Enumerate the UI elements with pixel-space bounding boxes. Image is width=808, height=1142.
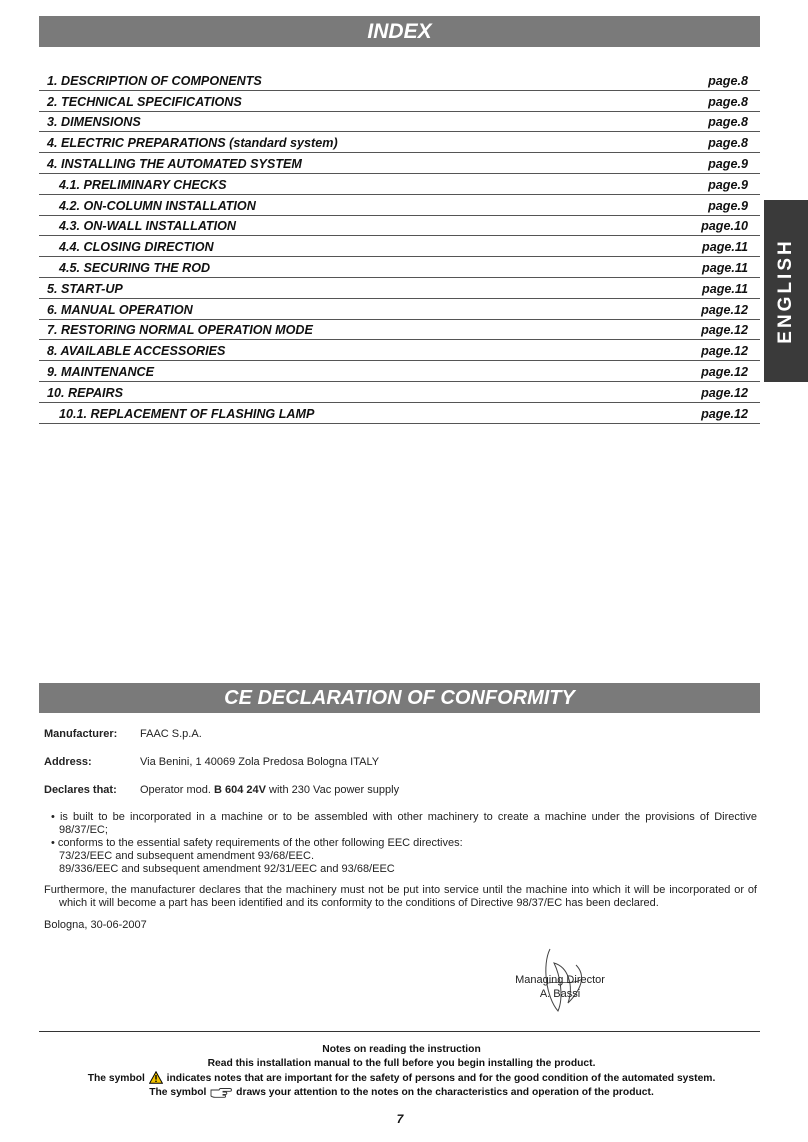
toc-entry-label: 9. MAINTENANCE	[47, 364, 155, 379]
toc-entry-label: 4.2. ON-COLUMN INSTALLATION	[59, 198, 256, 213]
manufacturer-field	[44, 727, 757, 741]
notes-divider	[39, 1031, 760, 1032]
toc-entry[interactable]	[39, 320, 760, 341]
toc-entry[interactable]	[39, 112, 760, 133]
toc-entry[interactable]	[39, 236, 760, 257]
toc-entry[interactable]	[39, 91, 760, 112]
directive-1: 73/23/EEC and subsequent amendment 93/68/EEC.	[59, 850, 315, 862]
toc-entry-page: page.12	[701, 323, 748, 338]
declares-label: Declares that:	[44, 784, 117, 796]
toc-entry-label: 4.3. ON-WALL INSTALLATION	[59, 219, 237, 234]
declares-model: B 604 24V	[213, 784, 266, 796]
language-tab	[764, 200, 808, 382]
toc-entry-page: page.8	[708, 115, 748, 130]
signer-block	[500, 973, 620, 1001]
declares-prefix: Operator mod.	[140, 784, 211, 796]
notes-heading: Notes on reading the instruction	[322, 1044, 481, 1055]
toc-entry[interactable]	[39, 361, 760, 382]
notes-line-3-pre: The symbol	[149, 1087, 207, 1098]
toc-entry-page: page.9	[708, 198, 748, 213]
signer-role: Managing Director	[515, 974, 605, 986]
toc-entry-page: page.9	[708, 156, 748, 171]
toc-entry[interactable]	[39, 340, 760, 361]
toc-entry-label: 4.1. PRELIMINARY CHECKS	[59, 177, 227, 192]
toc-entry[interactable]	[39, 70, 760, 91]
reading-notes	[39, 1043, 764, 1100]
pointing-hand-icon	[210, 1087, 232, 1098]
toc-entry[interactable]	[39, 382, 760, 403]
notes-line-3	[39, 1086, 764, 1100]
warning-triangle-icon	[149, 1071, 163, 1084]
place-date: Bologna, 30-06-2007	[44, 919, 147, 931]
toc-entry-page: page.12	[701, 344, 748, 359]
page-number: 7	[396, 1112, 404, 1126]
ce-declaration-title: CE DECLARATION OF CONFORMITY	[39, 683, 760, 713]
toc-entry-page: page.11	[702, 281, 748, 296]
notes-line-2-pre: The symbol	[87, 1073, 145, 1084]
toc-entry-label: 4.4. CLOSING DIRECTION	[59, 240, 214, 255]
table-of-contents	[39, 70, 760, 424]
conformity-bullets	[44, 811, 757, 876]
toc-entry-page: page.8	[708, 94, 748, 109]
notes-line-2	[39, 1071, 764, 1086]
toc-entry-page: page.12	[701, 364, 748, 379]
toc-entry-page: page.11	[702, 240, 748, 255]
toc-entry-label: 6. MANUAL OPERATION	[47, 302, 193, 317]
toc-entry-page: page.8	[708, 136, 748, 151]
notes-line-1: Read this installation manual to the full before you begin installing the product.	[207, 1058, 596, 1069]
bullet-conformity	[44, 837, 757, 876]
toc-entry[interactable]	[39, 132, 760, 153]
toc-entry-label: 4. ELECTRIC PREPARATIONS (standard system)	[47, 136, 338, 151]
toc-entry-label: 1. DESCRIPTION OF COMPONENTS	[47, 73, 262, 88]
declares-suffix: with 230 Vac power supply	[269, 784, 400, 796]
toc-entry-label: 7. RESTORING NORMAL OPERATION MODE	[47, 323, 313, 338]
toc-entry[interactable]	[39, 195, 760, 216]
manufacturer-label: Manufacturer:	[44, 728, 118, 740]
declares-field	[44, 783, 757, 797]
bullet-incorporation	[44, 811, 757, 837]
toc-entry[interactable]	[39, 278, 760, 299]
toc-entry-label: 2. TECHNICAL SPECIFICATIONS	[47, 94, 242, 109]
toc-entry-label: 10. REPAIRS	[47, 385, 124, 400]
toc-entry-page: page.9	[708, 177, 748, 192]
bullet-incorporation-text: is built to be incorporated in a machine or to be assembled with other machinery to create a machine under the provisions of Directive 98/37/EC;	[59, 811, 757, 836]
toc-entry[interactable]	[39, 174, 760, 195]
toc-entry[interactable]	[39, 403, 760, 424]
address-label: Address:	[44, 756, 92, 768]
toc-entry[interactable]	[39, 216, 760, 237]
signer-name: A. Bassi	[539, 988, 581, 1000]
address-field	[44, 755, 757, 769]
language-tab-label: ENGLISH	[775, 238, 796, 344]
toc-entry-label: 8. AVAILABLE ACCESSORIES	[47, 344, 226, 359]
bullet-conformity-text: conforms to the essential safety requirements of the other following EEC directives:	[57, 837, 463, 849]
toc-entry-page: page.8	[708, 73, 748, 88]
toc-entry-label: 4. INSTALLING THE AUTOMATED SYSTEM	[47, 156, 302, 171]
notes-line-2-post: indicates notes that are important for the safety of persons and for the good condition of the automated system.	[166, 1073, 716, 1084]
toc-entry-label: 4.5. SECURING THE ROD	[59, 260, 211, 275]
toc-entry-page: page.10	[701, 219, 748, 234]
toc-entry[interactable]	[39, 257, 760, 278]
toc-entry-page: page.12	[701, 385, 748, 400]
toc-entry-page: page.12	[701, 406, 748, 421]
directive-2: 89/336/EEC and subsequent amendment 92/31/EEC and 93/68/EEC	[59, 863, 395, 875]
toc-entry-label: 10.1. REPLACEMENT OF FLASHING LAMP	[59, 406, 315, 421]
notes-line-3-post: draws your attention to the notes on the characteristics and operation of the product.	[236, 1087, 654, 1098]
toc-entry[interactable]	[39, 299, 760, 320]
declares-value	[140, 783, 399, 797]
manufacturer-value: FAAC S.p.A.	[140, 728, 202, 740]
toc-entry-page: page.11	[702, 260, 748, 275]
ce-declaration-body	[44, 727, 757, 932]
index-title: INDEX	[39, 16, 760, 47]
toc-entry[interactable]	[39, 153, 760, 174]
address-value: Via Benini, 1 40069 Zola Predosa Bologna ITALY	[140, 756, 380, 768]
toc-entry-label: 5. START-UP	[47, 281, 123, 296]
furthermore-paragraph: Furthermore, the manufacturer declares that the machinery must not be put into service until the machine into which it will be incorporated or of which it will become a part has been identified and its conformity to the conditions of Directive 98/37/EC has been declared.	[44, 884, 757, 909]
toc-entry-label: 3. DIMENSIONS	[47, 115, 141, 130]
toc-entry-page: page.12	[701, 302, 748, 317]
